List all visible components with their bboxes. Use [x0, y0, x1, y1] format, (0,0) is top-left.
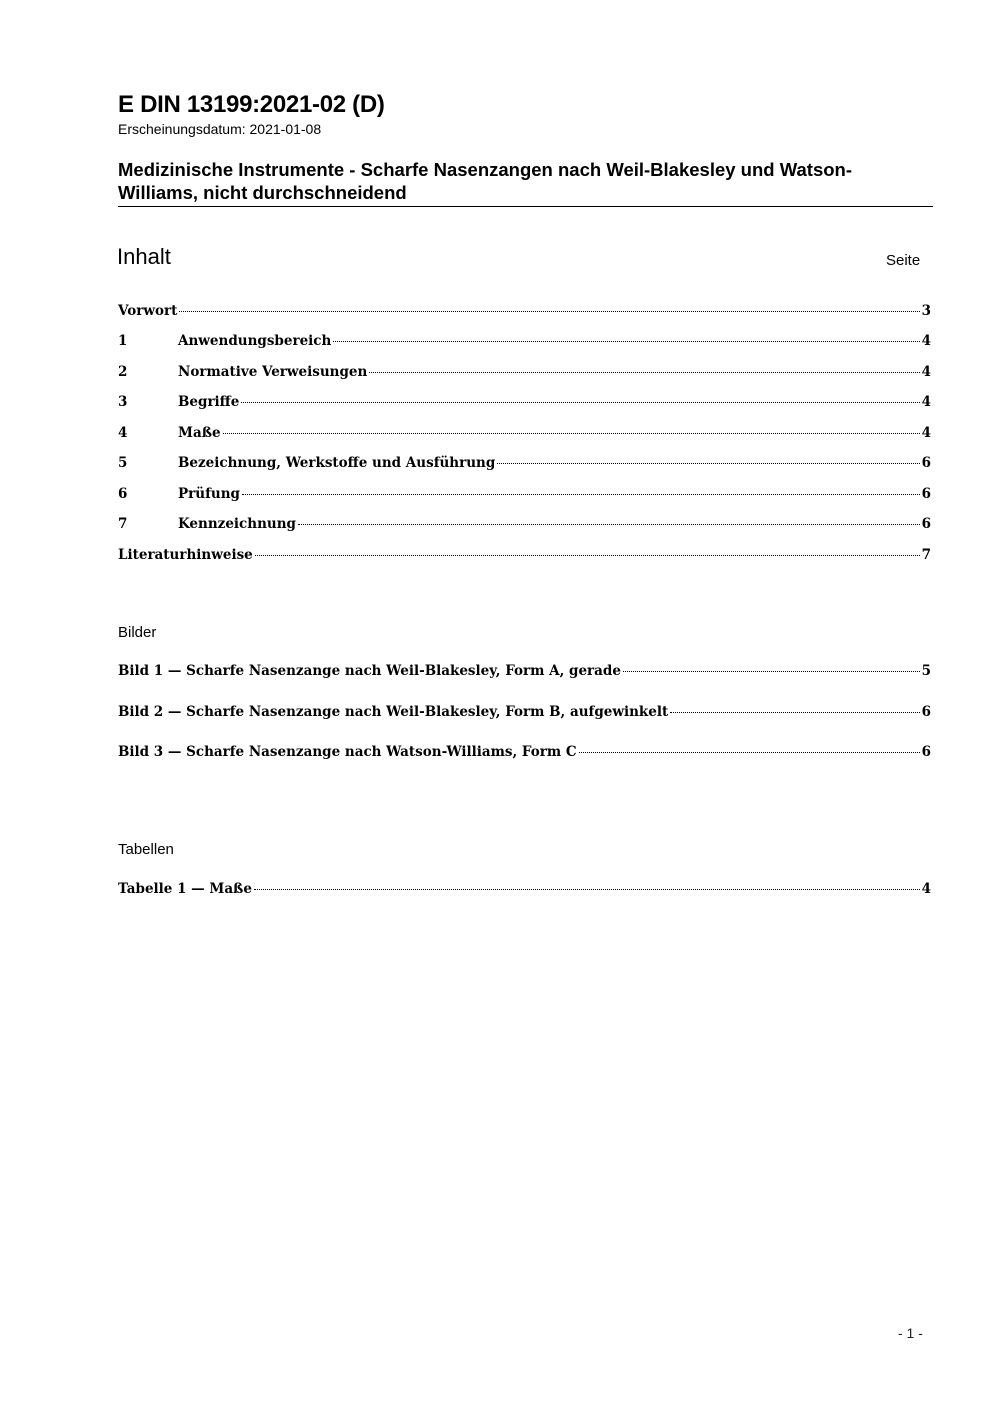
- figure-entry-page: 6: [921, 744, 931, 760]
- toc-dot-leader: [623, 670, 920, 672]
- toc-entry-page: 6: [921, 516, 931, 532]
- table-entry-text: Tabelle 1 — Maße: [118, 881, 252, 897]
- figure-entry-3[interactable]: [118, 744, 931, 764]
- toc-entry-number: 7: [118, 516, 128, 532]
- table-entry-page: 4: [921, 881, 931, 897]
- toc-dot-leader: [579, 751, 920, 753]
- toc-entry-5[interactable]: [118, 455, 931, 475]
- toc-entry-text: Anwendungsbereich: [178, 333, 332, 349]
- toc-entry-page: 6: [921, 486, 931, 502]
- title-divider: [118, 206, 933, 207]
- page-column-heading: Seite: [886, 252, 921, 269]
- toc-entry-text: Begriffe: [178, 394, 240, 410]
- figure-entry-page: 5: [921, 663, 931, 679]
- toc-dot-leader: [670, 711, 919, 713]
- toc-entry-7[interactable]: [118, 516, 931, 536]
- tables-heading: Tabellen: [118, 841, 174, 858]
- toc-entry-text: Normative Verweisungen: [178, 364, 368, 380]
- figure-entry-page: 6: [921, 704, 931, 720]
- toc-entry-2[interactable]: [118, 364, 931, 384]
- toc-entry-6[interactable]: [118, 486, 931, 506]
- toc-dot-leader: [242, 493, 920, 495]
- toc-entry-vorwort[interactable]: [118, 303, 931, 323]
- toc-entry-text: Maße: [178, 425, 221, 441]
- page-number: - 1 -: [898, 1325, 923, 1341]
- toc-heading: Inhalt: [117, 244, 171, 269]
- toc-entry-text: Prüfung: [178, 486, 240, 502]
- toc-entry-text: Literaturhinweise: [118, 547, 253, 563]
- toc-dot-leader: [255, 554, 920, 556]
- figures-heading: Bilder: [118, 624, 157, 641]
- toc-dot-leader: [223, 432, 920, 434]
- figure-entry-text: Bild 2 — Scharfe Nasenzange nach Weil-Blakesley, Form B, aufgewinkelt: [118, 704, 669, 720]
- toc-entry-page: 4: [921, 364, 931, 380]
- table-entry-1[interactable]: [118, 881, 931, 901]
- toc-dot-leader: [241, 401, 919, 403]
- toc-entry-number: 5: [118, 455, 128, 471]
- figure-entry-2[interactable]: [118, 704, 931, 724]
- figure-entry-text: Bild 3 — Scharfe Nasenzange nach Watson-Williams, Form C: [118, 744, 577, 760]
- toc-entry-number: 1: [118, 333, 128, 349]
- toc-dot-leader: [298, 523, 920, 525]
- toc-dot-leader: [254, 888, 920, 890]
- figure-entry-text: Bild 1 — Scharfe Nasenzange nach Weil-Blakesley, Form A, gerade: [118, 663, 621, 679]
- toc-dot-leader: [333, 340, 919, 342]
- toc-entry-number: 2: [118, 364, 128, 380]
- toc-entry-page: 3: [921, 303, 931, 319]
- toc-dot-leader: [179, 310, 919, 312]
- toc-entry-page: 7: [921, 547, 931, 563]
- toc-entry-text: Vorwort: [118, 303, 178, 319]
- figure-entry-1[interactable]: [118, 663, 931, 683]
- document-id: E DIN 13199:2021-02 (D): [118, 91, 385, 118]
- toc-entry-text: Kennzeichnung: [178, 516, 296, 532]
- toc-dot-leader: [369, 371, 919, 373]
- toc-entry-text: Bezeichnung, Werkstoffe und Ausführung: [178, 455, 496, 471]
- toc-entry-literaturhinweise[interactable]: [118, 547, 931, 567]
- document-title: Medizinische Instrumente - Scharfe Nasenzangen nach Weil-Blakesley und Watson-Williams, nicht durchschneidend: [118, 159, 853, 203]
- toc-entry-4[interactable]: [118, 425, 931, 445]
- toc-entry-number: 4: [118, 425, 128, 441]
- toc-entry-1[interactable]: [118, 333, 931, 353]
- toc-entry-page: 4: [921, 333, 931, 349]
- toc-dot-leader: [497, 462, 919, 464]
- toc-entry-number: 6: [118, 486, 128, 502]
- toc-entry-number: 3: [118, 394, 128, 410]
- toc-entry-3[interactable]: [118, 394, 931, 414]
- publication-date: Erscheinungsdatum: 2021-01-08: [118, 121, 322, 137]
- toc-entry-page: 4: [921, 425, 931, 441]
- toc-entry-page: 4: [921, 394, 931, 410]
- toc-entry-page: 6: [921, 455, 931, 471]
